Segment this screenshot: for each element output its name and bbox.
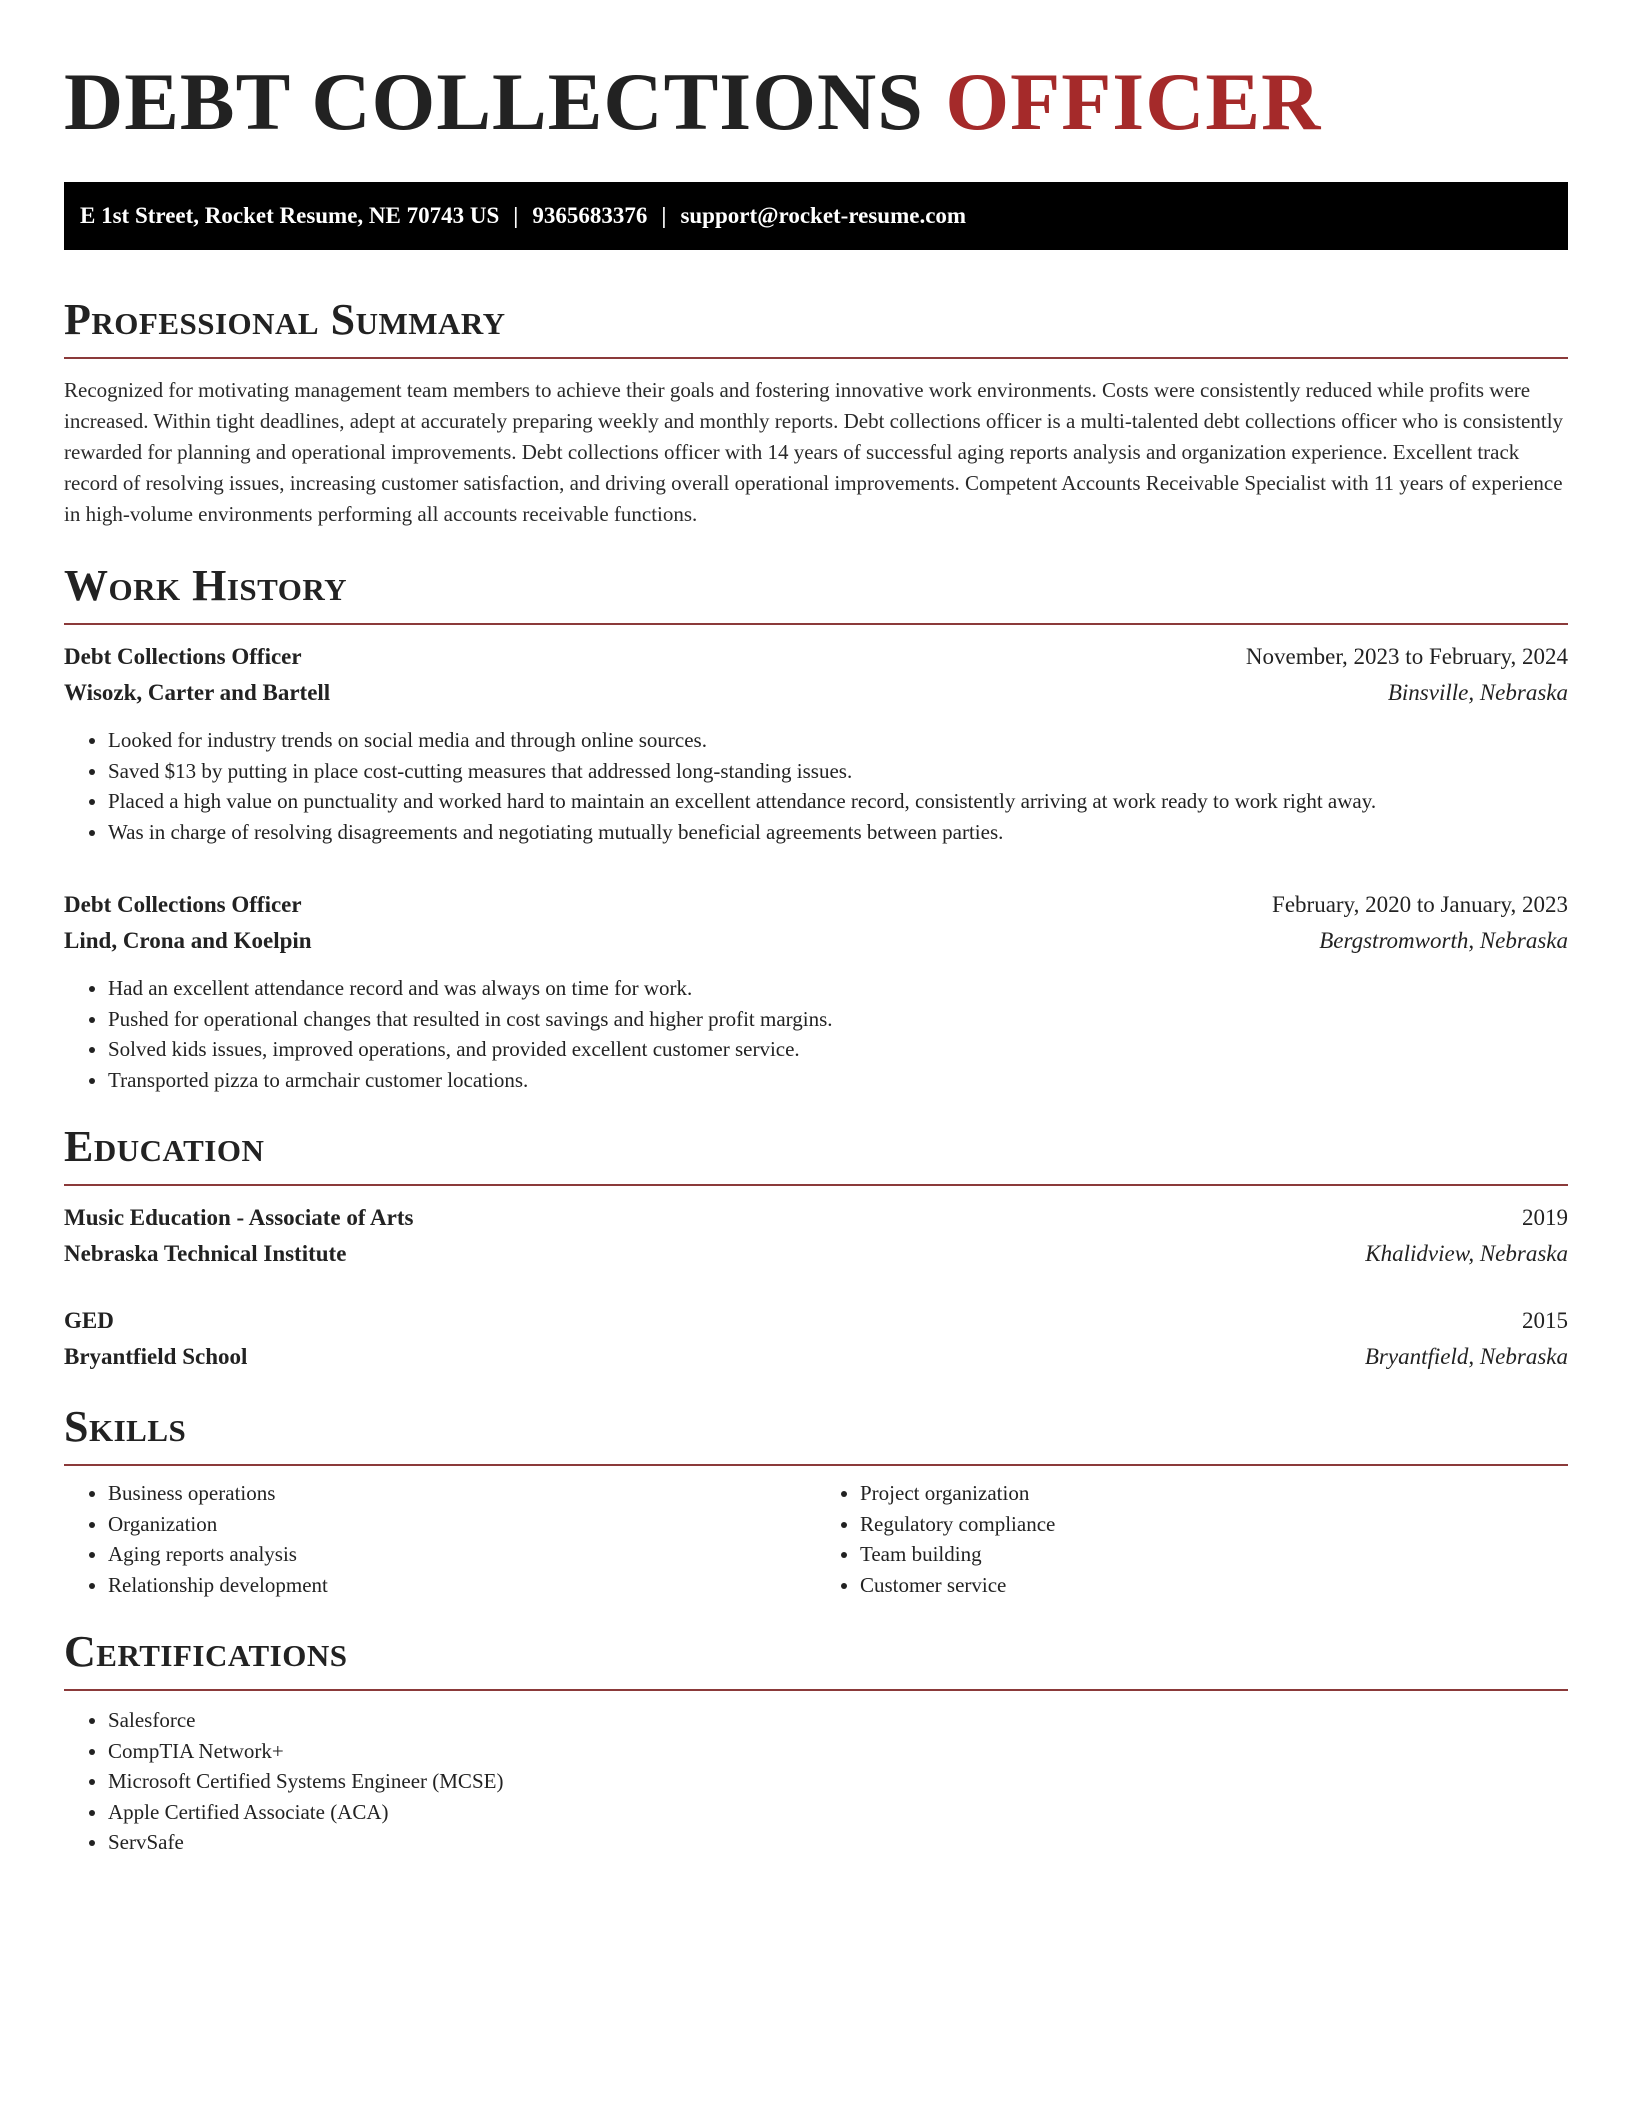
resume-name bbox=[64, 52, 1568, 152]
job-bullet: • Pushed for operational changes that resulted in cost savings and higher profit margins. bbox=[108, 1004, 1568, 1035]
job-title: Debt Collections Officer bbox=[64, 644, 302, 669]
contact-separator: | bbox=[661, 203, 667, 228]
education-school: Nebraska Technical Institute bbox=[64, 1241, 347, 1266]
job-bullet: • Solved kids issues, improved operations, and provided excellent customer service. bbox=[108, 1034, 1568, 1065]
job-bullet: • Looked for industry trends on social media and through online sources. bbox=[108, 725, 1568, 756]
certifications-heading: Certifications bbox=[64, 1627, 348, 1676]
summary-heading: Professional Summary bbox=[64, 295, 506, 344]
certification-item: • Apple Certified Associate (ACA) bbox=[108, 1797, 1568, 1828]
education-entry bbox=[64, 1200, 1568, 1272]
name-accent: OFFICER bbox=[945, 56, 1322, 147]
education-degree: Music Education - Associate of Arts bbox=[64, 1205, 414, 1230]
certification-item: • Microsoft Certified Systems Engineer (MCSE) bbox=[108, 1766, 1568, 1797]
skills-list-left bbox=[64, 1478, 816, 1600]
education-header-row bbox=[64, 1200, 1568, 1236]
job-company: Wisozk, Carter and Bartell bbox=[64, 680, 331, 705]
skills-columns bbox=[64, 1478, 1568, 1600]
job-bullet: • Had an excellent attendance record and was always on time for work. bbox=[108, 973, 1568, 1004]
section-divider bbox=[64, 623, 1568, 625]
contact-separator: | bbox=[513, 203, 519, 228]
skill-item: • Aging reports analysis bbox=[108, 1539, 816, 1570]
section-divider bbox=[64, 357, 1568, 359]
contact-phone: 9365683376 bbox=[532, 203, 648, 228]
job-entry bbox=[64, 639, 1568, 847]
certification-item: • CompTIA Network+ bbox=[108, 1736, 1568, 1767]
section-divider bbox=[64, 1184, 1568, 1186]
certification-item: • Salesforce bbox=[108, 1705, 1568, 1736]
job-bullets bbox=[64, 973, 1568, 1095]
job-location: Bergstromworth, Nebraska bbox=[1319, 928, 1568, 953]
job-bullets bbox=[64, 725, 1568, 847]
skills-list-right bbox=[816, 1478, 1568, 1600]
job-bullet: • Transported pizza to armchair customer locations. bbox=[108, 1065, 1568, 1096]
job-location: Binsville, Nebraska bbox=[1387, 680, 1568, 705]
education-year: 2015 bbox=[1522, 1308, 1568, 1333]
contact-address: E 1st Street, Rocket Resume, NE 70743 US bbox=[80, 203, 500, 228]
job-header-row bbox=[64, 887, 1568, 923]
summary-text: Recognized for motivating management team members to achieve their goals and fostering innovative work environments. Costs were consistently reduced while profits were increased. Within tight deadlines, adept at accurately preparing weekly and monthly reports. Debt collections officer is a multi-talented debt collections officer who is consistently rewarded for planning and operational improvements. Debt collections officer with 14 years of successful aging reports analysis and organization experience. Excellent track record of resolving issues, increasing customer satisfaction, and driving overall operational improvements. Competent Accounts Receivable Specialist with 11 years of experience in high-volume environments performing all accounts receivable functions. bbox=[64, 378, 1564, 526]
skill-item: • Business operations bbox=[108, 1478, 816, 1509]
education-school: Bryantfield School bbox=[64, 1344, 248, 1369]
certifications-list bbox=[64, 1705, 1568, 1858]
job-entry bbox=[64, 887, 1568, 1095]
education-year: 2019 bbox=[1522, 1205, 1568, 1230]
job-bullet: • Was in charge of resolving disagreements and negotiating mutually beneficial agreements between parties. bbox=[108, 817, 1568, 848]
skill-item: • Customer service bbox=[860, 1570, 1568, 1601]
education-heading: Education bbox=[64, 1122, 265, 1171]
job-company-row bbox=[64, 923, 1568, 959]
education-location: Bryantfield, Nebraska bbox=[1364, 1344, 1568, 1369]
job-bullet: • Saved $13 by putting in place cost-cutting measures that addressed long-standing issues. bbox=[108, 756, 1568, 787]
skill-item: • Team building bbox=[860, 1539, 1568, 1570]
education-school-row bbox=[64, 1236, 1568, 1272]
job-dates: November, 2023 to February, 2024 bbox=[1245, 644, 1568, 669]
job-company-row bbox=[64, 675, 1568, 711]
work-history-heading: Work History bbox=[64, 561, 348, 610]
job-bullet: • Placed a high value on punctuality and worked hard to maintain an excellent attendance record, consistently arriving at work ready to work right away. bbox=[108, 786, 1568, 817]
section-divider bbox=[64, 1464, 1568, 1466]
name-main: DEBT COLLECTIONS bbox=[64, 56, 924, 147]
skills-heading: Skills bbox=[64, 1402, 187, 1451]
education-location: Khalidview, Nebraska bbox=[1365, 1241, 1568, 1266]
skill-item: • Relationship development bbox=[108, 1570, 816, 1601]
skill-item: • Regulatory compliance bbox=[860, 1509, 1568, 1540]
job-dates: February, 2020 to January, 2023 bbox=[1272, 892, 1568, 917]
education-school-row bbox=[64, 1339, 1568, 1375]
certification-item: • ServSafe bbox=[108, 1827, 1568, 1858]
job-header-row bbox=[64, 639, 1568, 675]
education-header-row bbox=[64, 1303, 1568, 1339]
education-degree: GED bbox=[64, 1308, 114, 1333]
skill-item: • Project organization bbox=[860, 1478, 1568, 1509]
contact-bar bbox=[64, 182, 1568, 250]
education-entry bbox=[64, 1303, 1568, 1375]
skill-item: • Organization bbox=[108, 1509, 816, 1540]
section-divider bbox=[64, 1689, 1568, 1691]
contact-email: support@rocket-resume.com bbox=[680, 203, 967, 228]
job-company: Lind, Crona and Koelpin bbox=[64, 928, 312, 953]
job-title: Debt Collections Officer bbox=[64, 892, 302, 917]
